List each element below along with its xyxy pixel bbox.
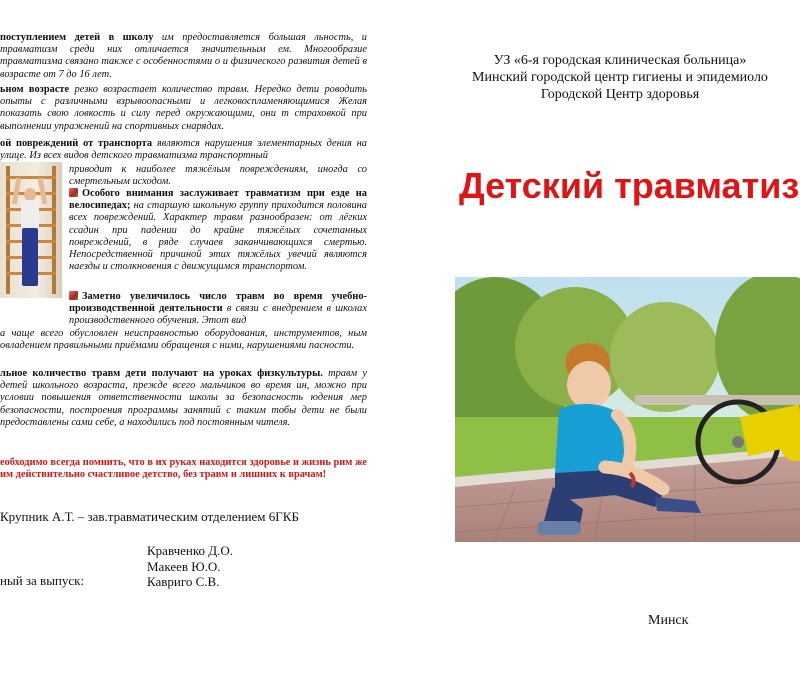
paragraph-school-age-text: им предоставляется большая льность, и травматизм среди них отличается значительным ем. Многообразие травматизма связано также с особенностями о и физического развития детей в возрасте от 7 до 16 лет.: [0, 32, 367, 80]
paragraph-school-age: [0, 32, 367, 81]
credit-authors: [147, 543, 233, 590]
paragraph-transport-lead: ой повреждений от транспорта: [0, 138, 153, 149]
institution-line: УЗ «6-я городская клиническая больница»: [493, 53, 747, 68]
paragraph-teen-age-lead: ьном возрасте: [0, 84, 70, 95]
warning-paragraph: еобходимо всегда помнить, что в их руках находится здоровье и жизнь рим же им действительно счастливое детство, без травм и лишних к врачам!: [0, 457, 367, 481]
paragraph-production-text-cont: а чаще всего обусловлен неисправностью оборудования, инструментов, ным овладением правильными приёмами обращения с ними, нарушениями пасности.: [0, 328, 367, 352]
bullet-icon: [69, 291, 78, 300]
paragraph-bicycle: [69, 188, 367, 273]
paragraph-teen-age-text: резко возрастает количество травм. Нередко дети роводить опыты с различными взрывоопасными и легковоспламеняющимися Желая показать свою ловкость и силу перед окружающими, они т страховкой при выполнении упражнений на спортивных снарядах.: [0, 84, 367, 132]
paragraph-transport: [0, 138, 367, 162]
institution-line: Городской Центр здоровья: [540, 87, 700, 102]
paragraph-transport-cont: [69, 164, 367, 188]
author-name: Макеев Ю.О.: [147, 558, 221, 574]
institution-header: [420, 52, 800, 103]
paragraph-production-cont: [0, 328, 367, 352]
right-page: [400, 0, 800, 700]
paragraph-bicycle-text: на старшую школьную группу приходится половина всех повреждений. Характер травм разнообразен: от лёгких ссадин при падении до крайне тяжёлых сочетанных повреждений, в ряде случаев заканчивающихся смертью. Непосредственной причиной этих тяжёлых увечий являются наезды и столкновения с движущимся транспортом.: [69, 200, 367, 273]
paragraph-production: [69, 291, 367, 328]
paragraph-bicycle-lead: Особого внимания заслуживает травматизм при езде на велосипедах;: [69, 188, 367, 212]
injured-boy-photo: [455, 277, 800, 542]
paragraph-pe-lessons-lead: льное количество травм дети получают на уроках физкультуры.: [0, 368, 323, 379]
wall-bars-photo: [0, 162, 62, 298]
author-name: Кавриго С.В.: [147, 574, 220, 589]
credit-reviewer: Крупник А.Т. – зав.травматическим отделением 6ГКБ: [0, 509, 299, 524]
brochure-title: Детский травматиз: [459, 165, 800, 206]
paragraph-teen-age: [0, 84, 367, 133]
paragraph-production-lead: Заметно увеличилось число травм во время учебно-производственной деятельности: [69, 291, 367, 315]
paragraph-pe-lessons-text: травм у детей школьного возраста, прежде всего мальчиков во время ин, можно при условии повышения ответственности школы за безопасность юдения мер безопасности, построения программы занятий с таким тобы дети не были предоставлены сами себе, а находились под постоянным чителя.: [0, 368, 368, 428]
paragraph-school-age-lead: поступлением детей в школу: [0, 32, 154, 43]
paragraph-transport-text-cont: приводит к наиболее тяжёлым повреждениям, иногда со смертельным исходом.: [69, 164, 367, 188]
paragraph-transport-text: являются нарушения элементарных дения на улице. Из всех видов детского травматизма транспортный: [0, 138, 367, 162]
city-label: Минск: [648, 613, 689, 628]
bullet-icon: [69, 188, 78, 197]
institution-line: Минский городской центр гигиены и эпидемиоло: [472, 70, 768, 85]
author-name: Кравченко Д.О.: [147, 543, 234, 558]
paragraph-production-text: в связи с внедрением в школах производственного обучения. Этот вид: [69, 303, 367, 327]
credit-release-label: ный за выпуск:: [0, 573, 85, 588]
injured-boy-illustration: [455, 277, 800, 542]
paragraph-pe-lessons: [0, 368, 367, 429]
